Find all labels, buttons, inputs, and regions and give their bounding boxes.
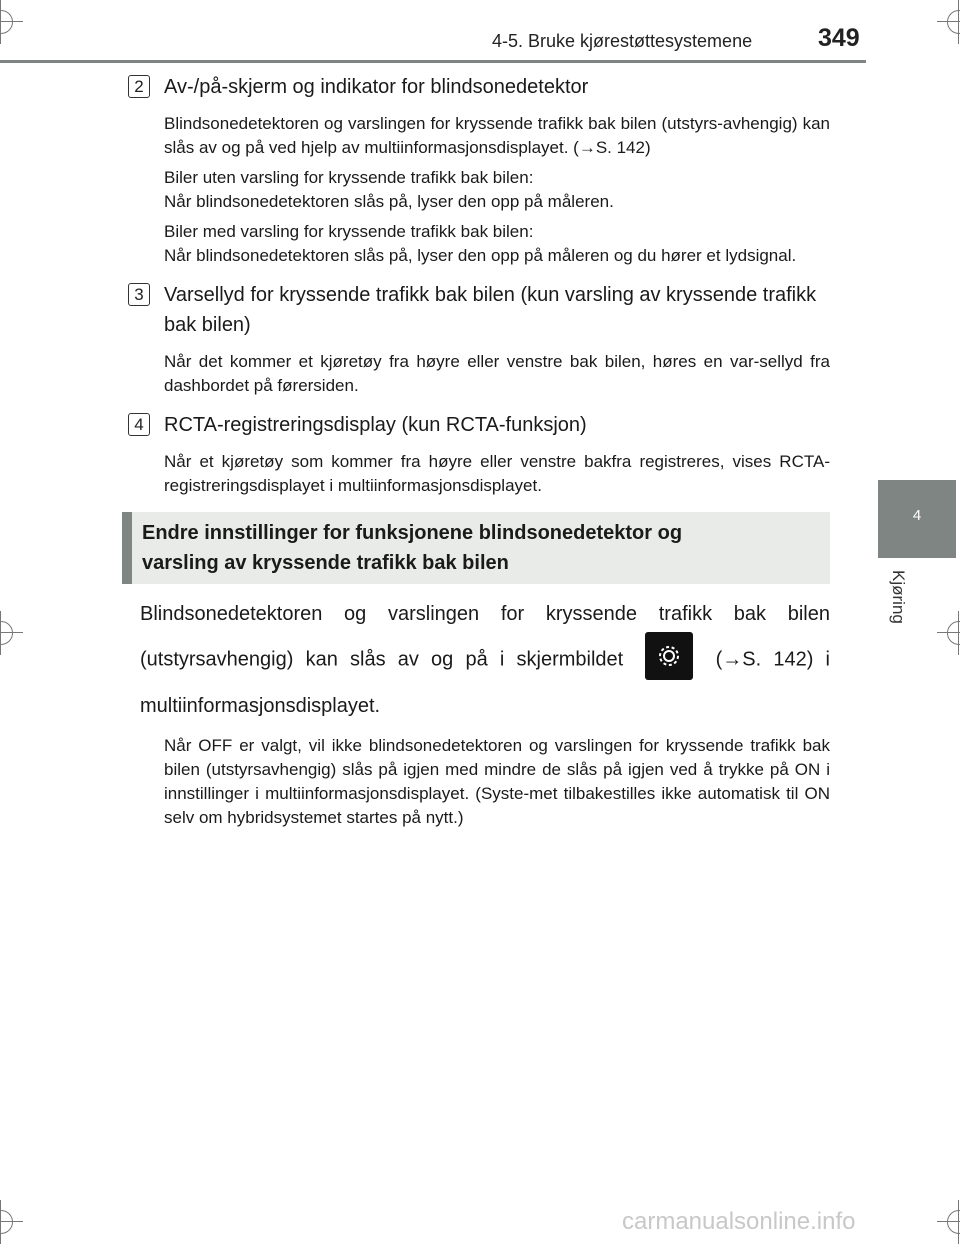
section-heading-line: Endre innstillinger for funksjonene blindsonedetektor og bbox=[142, 522, 683, 544]
crop-mark-top-left bbox=[0, 0, 23, 44]
header-divider bbox=[0, 60, 866, 63]
section-heading-line: varsling av kryssende trafikk bak bilen bbox=[142, 552, 509, 574]
item-paragraph: Når et kjøretøy som kommer fra høyre eller venstre bakfra registreres, vises RCTA-registreringsdisplayet i multiinformasjonsdisplayet. bbox=[164, 452, 830, 495]
watermark: carmanualsonline.info bbox=[622, 1208, 856, 1235]
crop-mark-bottom-left bbox=[0, 1200, 23, 1244]
crop-mark-top-right bbox=[937, 0, 960, 44]
body-paragraph bbox=[140, 592, 830, 728]
list-item bbox=[128, 410, 830, 498]
item-paragraph: Biler med varsling for kryssende trafikk bak bilen: Når blindsonedetektoren slås på, lyser den opp på måleren og du hører et lydsignal. bbox=[164, 222, 797, 265]
item-title: RCTA-registreringsdisplay (kun RCTA-funksjon) bbox=[164, 414, 587, 436]
item-title: Av-/på-skjerm og indikator for blindsonedetektor bbox=[164, 76, 589, 98]
item-title: Varsellyd for kryssende trafikk bak bilen (kun varsling av kryssende trafikk bak bilen) bbox=[164, 284, 817, 336]
item-paragraph: Blindsonedetektoren og varslingen for kryssende trafikk bak bilen (utstyrs-avhengig) kan slås av og på ved hjelp av multiinformasjonsdisplayet. (→S. 142) bbox=[164, 114, 830, 157]
section-heading: 4-5. Bruke kjørestøttesystemene bbox=[492, 31, 753, 51]
body-text-after-icon: (→S. 142) i multiinformasjonsdisplayet. bbox=[140, 648, 830, 717]
list-item bbox=[128, 280, 830, 398]
note-paragraph: Når OFF er valgt, vil ikke blindsonedetektoren og varslingen for kryssende trafikk bak bilen (utstyrsavhengig) slås på igjen med mindre de slås på igjen ved å trykke på ON i innstillinger i multiinformasjonsdisplayet. (Syste-met tilbakestilles ikke automatisk til ON selv om hybridsystemet startes på nytt.) bbox=[164, 736, 830, 827]
chapter-tab: 4 bbox=[878, 480, 956, 558]
section-heading-box bbox=[122, 512, 830, 584]
page-number: 349 bbox=[818, 24, 860, 52]
crop-mark-bottom-right bbox=[937, 1200, 960, 1244]
item-number-badge: 4 bbox=[128, 413, 150, 436]
item-paragraph: Biler uten varsling for kryssende trafikk bak bilen: Når blindsonedetektoren slås på, lyser den opp på måleren. bbox=[164, 168, 614, 211]
chapter-label: Kjøring bbox=[889, 570, 908, 624]
crop-mark-mid-left bbox=[0, 611, 23, 655]
list-item bbox=[128, 72, 830, 268]
item-paragraph: Når det kommer et kjøretøy fra høyre eller venstre bak bilen, høres en var-sellyd fra dashbordet på førersiden. bbox=[164, 352, 830, 395]
item-number-badge: 3 bbox=[128, 283, 150, 306]
item-number-badge: 2 bbox=[128, 75, 150, 98]
main-content bbox=[128, 72, 830, 830]
gear-settings-icon bbox=[645, 632, 693, 680]
crop-mark-mid-right bbox=[937, 611, 960, 655]
body-text-before-icon: Blindsonedetektoren og varslingen for kryssende trafikk bak bilen (utstyrsavhengig) kan slås av og på i skjermbildet bbox=[140, 603, 830, 671]
